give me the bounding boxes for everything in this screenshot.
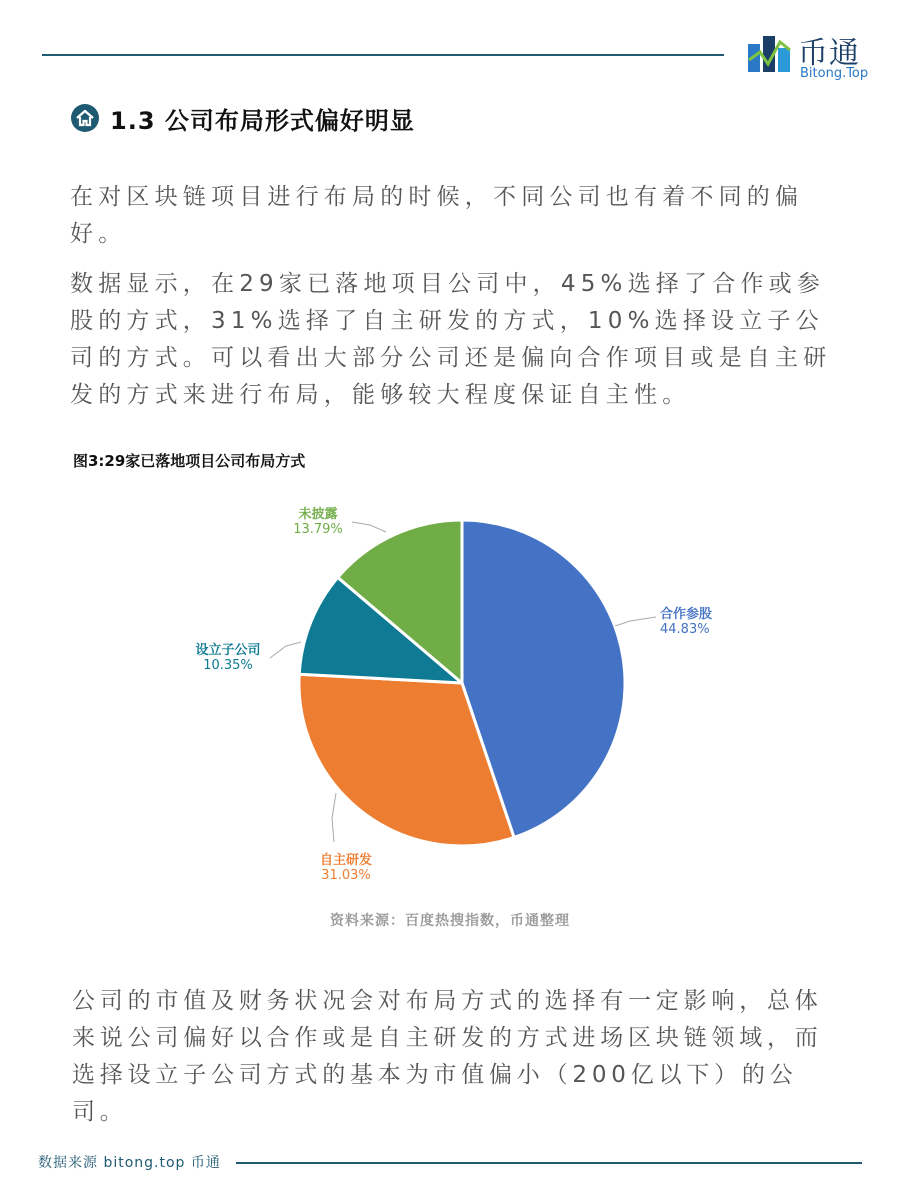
slice-value-label: 10.35% <box>203 658 253 673</box>
logo-brand-en: Bitong.Top <box>800 66 869 81</box>
paragraph-conclusion: 公司的市值及财务状况会对布局方式的选择有一定影响，总体来说公司偏好以合作或是自主研发的方式进场区块链领域，而选择设立子公司方式的基本为市值偏小（200亿以下）的公司。 <box>72 988 823 1125</box>
footer-rule <box>236 1162 862 1164</box>
home-icon <box>70 103 100 133</box>
slice-label: 设立子公司 <box>195 643 261 658</box>
slice-label: 未披露 <box>298 507 338 522</box>
logo-brand-cn: 币通 <box>798 36 860 71</box>
slice-value-label: 31.03% <box>321 868 371 883</box>
section-title: 1.3 公司布局形式偏好明显 <box>110 106 415 135</box>
bitong-logo[interactable] <box>746 28 876 84</box>
header-rule <box>42 54 724 56</box>
footer-source: 数据来源 bitong.top 币通 <box>38 1155 221 1171</box>
pie-chart <box>0 480 900 900</box>
slice-value-label: 13.79% <box>293 522 343 537</box>
leader-line <box>615 617 656 626</box>
slice-label: 合作参股 <box>660 607 713 622</box>
paragraph-data: 数据显示，在29家已落地项目公司中，45%选择了合作或参股的方式，31%选择了自主研发的方式，10%选择设立子公司的方式。可以看出大部分公司还是偏向合作项目或是自主研发的方式来进行布局，能够较大程度保证自主性。 <box>70 271 832 408</box>
slice-label: 自主研发 <box>319 853 373 868</box>
slice-value-label: 44.83% <box>660 622 710 637</box>
section-heading <box>70 100 415 136</box>
leader-line <box>352 522 386 532</box>
bitong-logo-icon <box>746 30 792 76</box>
paragraph-intro: 在对区块链项目进行布局的时候，不同公司也有着不同的偏好。 <box>70 184 804 247</box>
chart-source: 资料来源：百度热搜指数，币通整理 <box>330 913 570 929</box>
leader-line <box>332 793 336 842</box>
chart-title: 图3:29家已落地项目公司布局方式 <box>73 452 306 470</box>
leader-line <box>270 642 301 658</box>
